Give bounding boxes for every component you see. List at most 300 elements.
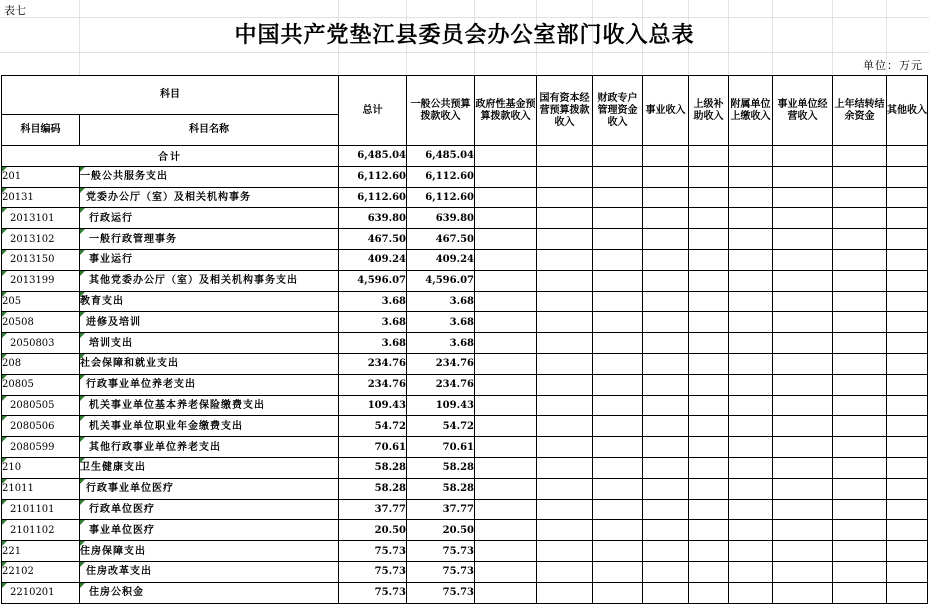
row-total: 75.73 (339, 582, 407, 603)
header-fund-budget: 政府性基金预算拨款收入 (475, 76, 537, 146)
empty-cell (475, 437, 537, 458)
empty-cell (643, 582, 689, 603)
empty-cell (833, 187, 887, 208)
cell-marker-icon (2, 271, 7, 276)
empty-cell (773, 582, 833, 603)
empty-cell (475, 520, 537, 541)
cell-marker-icon (80, 271, 85, 276)
empty-cell (475, 499, 537, 520)
header-subject-name: 科目名称 (80, 115, 339, 146)
empty-cell (729, 229, 773, 250)
empty-cell (593, 229, 643, 250)
cell-marker-icon (2, 229, 7, 234)
empty-cell (537, 166, 593, 187)
empty-cell (537, 395, 593, 416)
cell-marker-icon (2, 250, 7, 255)
cell-marker-icon (80, 208, 85, 213)
empty-cell (887, 478, 928, 499)
table-row (2, 229, 928, 250)
empty-cell (593, 395, 643, 416)
empty-cell (773, 353, 833, 374)
empty-cell (537, 416, 593, 437)
empty-cell (729, 249, 773, 270)
empty-cell (537, 520, 593, 541)
empty-cell (475, 353, 537, 374)
empty-cell (729, 457, 773, 478)
empty-cell (643, 208, 689, 229)
empty-cell (833, 208, 887, 229)
empty-cell (833, 312, 887, 333)
row-code: 2080599 (2, 437, 80, 458)
row-general: 6,112.60 (407, 187, 475, 208)
row-name: 住房公积金 (80, 582, 339, 603)
empty-cell (475, 561, 537, 582)
empty-cell (773, 270, 833, 291)
header-general-budget: 一般公共预算拨款收入 (407, 76, 475, 146)
cell-marker-icon (2, 520, 7, 525)
row-code: 20508 (2, 312, 80, 333)
empty-cell (689, 249, 729, 270)
row-code: 2013199 (2, 270, 80, 291)
empty-cell (537, 187, 593, 208)
empty-cell (643, 166, 689, 187)
row-name: 行政单位医疗 (80, 499, 339, 520)
row-name: 事业单位医疗 (80, 520, 339, 541)
cell-marker-icon (2, 583, 7, 588)
row-code: 2101102 (2, 520, 80, 541)
row-total: 6,112.60 (339, 166, 407, 187)
empty-cell (833, 582, 887, 603)
empty-cell (729, 499, 773, 520)
empty-cell (593, 478, 643, 499)
row-general: 234.76 (407, 353, 475, 374)
income-table (1, 75, 928, 604)
row-general: 20.50 (407, 520, 475, 541)
unit-label: 单位：万元 (863, 59, 923, 72)
row-name: 住房改革支出 (80, 561, 339, 582)
row-name: 培训支出 (80, 333, 339, 354)
empty-cell (887, 333, 928, 354)
cell-marker-icon (80, 354, 85, 359)
empty-cell (729, 374, 773, 395)
row-name: 其他党委办公厅（室）及相关机构事务支出 (80, 270, 339, 291)
cell-marker-icon (80, 292, 85, 297)
empty-cell (887, 457, 928, 478)
row-code: 2013102 (2, 229, 80, 250)
table-row (2, 561, 928, 582)
cell-marker-icon (80, 437, 85, 442)
empty-cell (475, 312, 537, 333)
empty-cell (537, 249, 593, 270)
cell-marker-icon (2, 208, 7, 213)
empty-cell (887, 499, 928, 520)
row-total: 6,112.60 (339, 187, 407, 208)
cell-marker-icon (2, 479, 7, 484)
empty-cell (833, 291, 887, 312)
table-row (2, 333, 928, 354)
empty-cell (887, 374, 928, 395)
row-code: 205 (2, 291, 80, 312)
empty-cell (537, 499, 593, 520)
empty-cell (729, 416, 773, 437)
empty-cell (773, 395, 833, 416)
empty-cell (593, 437, 643, 458)
row-total: 70.61 (339, 437, 407, 458)
page-title: 中国共产党垫江县委员会办公室部门收入总表 (234, 22, 695, 48)
empty-cell (593, 353, 643, 374)
row-code: 2013150 (2, 249, 80, 270)
empty-cell (689, 478, 729, 499)
table-row (2, 457, 928, 478)
empty-cell (887, 312, 928, 333)
empty-cell (833, 416, 887, 437)
cell-marker-icon (2, 292, 7, 297)
empty-cell (643, 374, 689, 395)
empty-cell (729, 208, 773, 229)
row-total: 58.28 (339, 457, 407, 478)
row-name: 一般行政管理事务 (80, 229, 339, 250)
row-code: 2210201 (2, 582, 80, 603)
table-row (2, 166, 928, 187)
cell-marker-icon (80, 520, 85, 525)
row-name: 社会保障和就业支出 (80, 353, 339, 374)
empty-cell (537, 561, 593, 582)
header-special-fund: 财政专户管理资金收入 (593, 76, 643, 146)
empty-cell (887, 520, 928, 541)
cell-marker-icon (80, 229, 85, 234)
row-general: 467.50 (407, 229, 475, 250)
table-row (2, 437, 928, 458)
empty-cell (593, 416, 643, 437)
empty-cell (833, 520, 887, 541)
table-row (2, 416, 928, 437)
cell-marker-icon (2, 416, 7, 421)
table-row (2, 208, 928, 229)
row-general: 58.28 (407, 478, 475, 499)
empty-cell (643, 457, 689, 478)
empty-cell (773, 478, 833, 499)
empty-cell (475, 541, 537, 562)
table-row-total (2, 146, 928, 167)
cell-marker-icon (80, 250, 85, 255)
empty-cell (833, 270, 887, 291)
cell-marker-icon (2, 458, 7, 463)
cell-marker-icon (80, 333, 85, 338)
table-row (2, 582, 928, 603)
row-total: 3.68 (339, 333, 407, 354)
row-code: 21011 (2, 478, 80, 499)
row-total: 58.28 (339, 478, 407, 499)
empty-cell (887, 270, 928, 291)
empty-cell (643, 270, 689, 291)
table-row (2, 499, 928, 520)
cell-marker-icon (80, 167, 85, 172)
empty-cell (475, 374, 537, 395)
table-row (2, 270, 928, 291)
row-total: 3.68 (339, 291, 407, 312)
empty-cell (475, 395, 537, 416)
row-general: 37.77 (407, 499, 475, 520)
row-name: 机关事业单位基本养老保险缴费支出 (80, 395, 339, 416)
empty-cell (773, 541, 833, 562)
row-general: 4,596.07 (407, 270, 475, 291)
row-name: 卫生健康支出 (80, 457, 339, 478)
row-code: 2080506 (2, 416, 80, 437)
empty-cell (729, 312, 773, 333)
empty-cell (593, 249, 643, 270)
empty-cell (537, 291, 593, 312)
table-row (2, 520, 928, 541)
cell-marker-icon (2, 312, 7, 317)
empty-cell (689, 229, 729, 250)
empty-cell (773, 229, 833, 250)
empty-cell (593, 333, 643, 354)
empty-cell (537, 208, 593, 229)
empty-cell (833, 478, 887, 499)
empty-cell (689, 437, 729, 458)
row-code: 208 (2, 353, 80, 374)
row-general: 6,112.60 (407, 166, 475, 187)
table-row (2, 249, 928, 270)
row-name: 住房保障支出 (80, 541, 339, 562)
empty-cell (643, 499, 689, 520)
empty-cell (833, 229, 887, 250)
cell-marker-icon (80, 312, 85, 317)
empty-cell (773, 561, 833, 582)
empty-cell (729, 478, 773, 499)
row-total: 3.68 (339, 312, 407, 333)
empty-cell (833, 166, 887, 187)
row-general: 639.80 (407, 208, 475, 229)
row-name: 教育支出 (80, 291, 339, 312)
empty-cell (773, 187, 833, 208)
empty-cell (593, 582, 643, 603)
row-general: 75.73 (407, 582, 475, 603)
row-code: 201 (2, 166, 80, 187)
empty-cell (593, 499, 643, 520)
row-name: 行政事业单位医疗 (80, 478, 339, 499)
row-general: 409.24 (407, 249, 475, 270)
cell-marker-icon (2, 188, 7, 193)
empty-cell (773, 333, 833, 354)
empty-cell (729, 353, 773, 374)
empty-cell (643, 520, 689, 541)
empty-cell (643, 395, 689, 416)
empty-cell (537, 457, 593, 478)
empty-cell (593, 208, 643, 229)
empty-cell (729, 541, 773, 562)
empty-cell (833, 541, 887, 562)
empty-cell (643, 187, 689, 208)
row-total: 54.72 (339, 416, 407, 437)
empty-cell (887, 229, 928, 250)
table-row (2, 187, 928, 208)
empty-cell (593, 312, 643, 333)
header-total: 总计 (339, 76, 407, 146)
empty-cell (643, 249, 689, 270)
empty-cell (643, 541, 689, 562)
row-general: 75.73 (407, 541, 475, 562)
empty-cell (729, 333, 773, 354)
empty-cell (643, 478, 689, 499)
row-general: 3.68 (407, 291, 475, 312)
empty-cell (537, 312, 593, 333)
cell-marker-icon (80, 375, 85, 380)
header-other-income: 其他收入 (887, 76, 928, 146)
row-code: 22102 (2, 561, 80, 582)
empty-cell (887, 291, 928, 312)
empty-cell (593, 270, 643, 291)
empty-cell (689, 312, 729, 333)
empty-cell (537, 541, 593, 562)
table-body (2, 146, 928, 604)
cell-marker-icon (2, 333, 7, 338)
row-total: 20.50 (339, 520, 407, 541)
cell-marker-icon (80, 396, 85, 401)
cell-marker-icon (2, 562, 7, 567)
row-name: 行政事业单位养老支出 (80, 374, 339, 395)
empty-cell (689, 541, 729, 562)
row-total: 37.77 (339, 499, 407, 520)
empty-cell (643, 333, 689, 354)
empty-cell (729, 437, 773, 458)
table-row (2, 541, 928, 562)
empty-cell (773, 208, 833, 229)
row-name: 进修及培训 (80, 312, 339, 333)
empty-cell (887, 187, 928, 208)
row-total: 4,596.07 (339, 270, 407, 291)
empty-cell (643, 291, 689, 312)
row-total: 234.76 (339, 374, 407, 395)
header-subject-code: 科目编码 (2, 115, 80, 146)
empty-cell (475, 457, 537, 478)
empty-cell (475, 229, 537, 250)
row-general: 54.72 (407, 416, 475, 437)
empty-cell (689, 561, 729, 582)
empty-cell (887, 166, 928, 187)
empty-cell (593, 561, 643, 582)
empty-cell (475, 582, 537, 603)
empty-cell (887, 208, 928, 229)
header-state-capital: 国有资本经营预算拨款收入 (537, 76, 593, 146)
empty-cell (887, 561, 928, 582)
header-superior-subsidy: 上级补助收入 (689, 76, 729, 146)
empty-cell (773, 312, 833, 333)
empty-cell (773, 291, 833, 312)
empty-cell (593, 187, 643, 208)
empty-cell (537, 478, 593, 499)
empty-cell (887, 353, 928, 374)
row-total: 409.24 (339, 249, 407, 270)
cell-marker-icon (2, 354, 7, 359)
empty-cell (689, 520, 729, 541)
empty-cell (475, 478, 537, 499)
cell-marker-icon (2, 437, 7, 442)
empty-cell (643, 437, 689, 458)
row-general: 58.28 (407, 457, 475, 478)
row-total: 467.50 (339, 229, 407, 250)
table-row (2, 353, 928, 374)
empty-cell (729, 395, 773, 416)
total-label: 合计 (2, 146, 339, 167)
empty-cell (833, 353, 887, 374)
header-business-income: 事业收入 (643, 76, 689, 146)
empty-cell (475, 333, 537, 354)
cell-marker-icon (80, 541, 85, 546)
row-total: 75.73 (339, 561, 407, 582)
cell-marker-icon (80, 500, 85, 505)
header-carryover: 上年结转结余资金 (833, 76, 887, 146)
empty-cell (643, 229, 689, 250)
row-general: 109.43 (407, 395, 475, 416)
empty-cell (729, 187, 773, 208)
empty-cell (833, 333, 887, 354)
row-code: 20131 (2, 187, 80, 208)
empty-cell (689, 499, 729, 520)
empty-cell (887, 416, 928, 437)
empty-cell (887, 541, 928, 562)
empty-cell (833, 561, 887, 582)
empty-cell (643, 353, 689, 374)
row-name: 其他行政事业单位养老支出 (80, 437, 339, 458)
empty-cell (689, 374, 729, 395)
empty-cell (833, 457, 887, 478)
empty-cell (689, 187, 729, 208)
empty-cell (689, 291, 729, 312)
row-name: 事业运行 (80, 249, 339, 270)
cell-marker-icon (2, 167, 7, 172)
empty-cell (593, 457, 643, 478)
row-total: 109.43 (339, 395, 407, 416)
cell-marker-icon (80, 188, 85, 193)
row-general: 234.76 (407, 374, 475, 395)
table-row (2, 478, 928, 499)
empty-cell (689, 416, 729, 437)
empty-cell (475, 187, 537, 208)
empty-cell (729, 291, 773, 312)
empty-cell (773, 437, 833, 458)
empty-cell (689, 270, 729, 291)
empty-cell (689, 395, 729, 416)
empty-cell (689, 208, 729, 229)
empty-cell (537, 270, 593, 291)
row-total: 75.73 (339, 541, 407, 562)
row-code: 221 (2, 541, 80, 562)
empty-cell (773, 457, 833, 478)
row-code: 2013101 (2, 208, 80, 229)
cell-marker-icon (2, 541, 7, 546)
empty-cell (475, 270, 537, 291)
empty-cell (887, 582, 928, 603)
empty-cell (887, 395, 928, 416)
empty-cell (773, 416, 833, 437)
empty-cell (773, 249, 833, 270)
row-general: 3.68 (407, 333, 475, 354)
empty-cell (729, 270, 773, 291)
empty-cell (689, 582, 729, 603)
empty-cell (773, 499, 833, 520)
row-code: 2050803 (2, 333, 80, 354)
cell-marker-icon (80, 583, 85, 588)
table-row (2, 312, 928, 333)
empty-cell (593, 291, 643, 312)
header-operation-income: 事业单位经营收入 (773, 76, 833, 146)
empty-cell (475, 416, 537, 437)
row-name: 行政运行 (80, 208, 339, 229)
row-general: 70.61 (407, 437, 475, 458)
empty-cell (833, 437, 887, 458)
empty-cell (593, 374, 643, 395)
